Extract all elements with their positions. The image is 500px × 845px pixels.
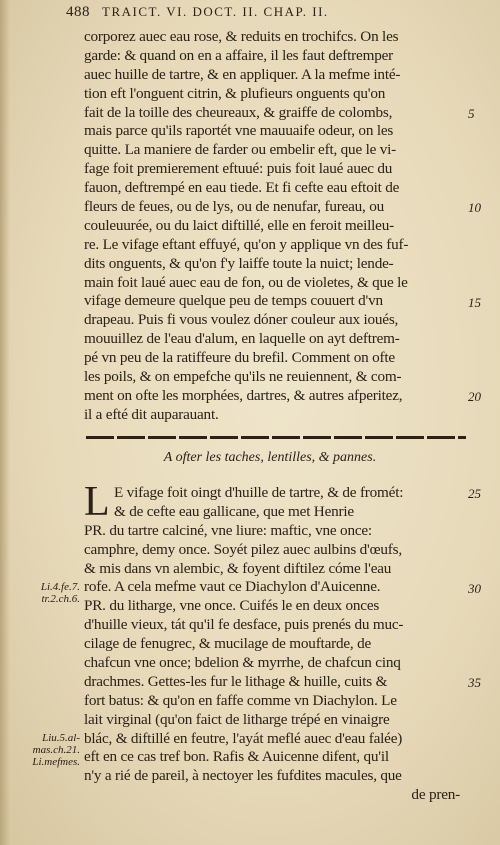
text-line: mais parce qu'ils raportét vne mauuaife odeur, on les: [84, 122, 394, 140]
text-line: corporez auec eau rose, & reduits en trochifcs. On les: [84, 28, 399, 45]
text-line: PR. du tartre calciné, vne liure: maftic, vne once:: [84, 521, 372, 539]
text-line: mouuillez de l'eau d'alum, en laquelle on ayt deftrem-: [84, 330, 400, 348]
text-line: fauon, deftrempé en eau tiede. Et fi cefte eau eftoit de: [84, 179, 400, 197]
text-line: garde: & quand on en a affaire, il les faut deftremper: [84, 46, 393, 64]
text-line: drapeau. Puis fi vous voulez dóner couleur aux ioués,: [84, 311, 399, 329]
text-line: chafcun vne once; bdelion & myrrhe, de chafcun cinq: [84, 654, 401, 672]
text-line: dits onguents, & qu'on f'y laiffe toute la nuict; lende-: [84, 254, 394, 272]
line-number: 30: [468, 580, 481, 596]
line-number: 15: [468, 294, 481, 310]
marginal-note: Li.4.fe.7. tr.2.ch.6.: [40, 580, 80, 605]
text-line: lait virginal (qu'on faict de litharge trépé en vinaigre: [84, 710, 390, 728]
ornamental-rule: [86, 436, 466, 439]
running-title: TRAICT. VI. DOCT. II. CHAP. II.: [102, 4, 329, 19]
line-number: 25: [468, 486, 481, 501]
line-number: 10: [468, 200, 481, 216]
text-line: vifage demeure quelque peu de temps couuert d'vn: [84, 292, 383, 310]
text-line: re. Le vifage eftant effuyé, qu'on y applique vn des fuf-: [84, 235, 409, 253]
text-block-lower: [84, 479, 460, 805]
text-line: couleuurée, ou du laict diftillé, elle en feroit meilleu-: [84, 216, 394, 234]
text-line: quitte. La maniere de farder ou embelir eft, que le vi-: [84, 141, 397, 159]
text-line: eft en ce cas tref bon. Rafis & Auicenne difent, qu'il: [84, 748, 389, 766]
text-line: fleurs de feues, ou de lys, ou de nenufar, fureau, ou: [84, 198, 385, 216]
text-line: blác, & diftillé en feutre, l'ayát meflé auec d'eau falée): [84, 729, 403, 747]
text-line: PR. du litharge, vne once. Cuifés le en deux onces: [84, 597, 380, 615]
text-line: fait de la toille des cheureaux, & graiffe de colombs,: [84, 103, 393, 121]
drop-capital: L: [84, 479, 110, 525]
text-line: camphre, demy once. Soyét pilez auec aulbins d'œufs,: [84, 540, 402, 558]
text-line: tion eft l'onguent citrin, & plufieurs onguents qu'on: [84, 84, 386, 102]
text-line: d'huille vieux, tát qu'il fe desface, puis prenés du muc-: [84, 616, 404, 634]
text-line: les poils, & on empefche qu'ils ne reuiennent, & com-: [84, 368, 402, 386]
text-line: rofe. A cela mefme vaut ce Diachylon d'Auicenne.: [84, 578, 381, 596]
text-line: ment on ofte les morphées, dartres, & autres afperitez,: [84, 386, 403, 404]
text-line: il a efté dit auparauant.: [84, 405, 219, 423]
section-subheading: A ofter les taches, lentilles, & pannes.: [163, 450, 377, 465]
text-line: & mis dans vn alembic, & foyent diftilez cóme l'eau: [84, 559, 392, 577]
running-header: [66, 4, 480, 24]
text-line: main foit laué auec eau de fon, ou de violetes, & que le: [84, 273, 408, 291]
text-line: drachmes. Gettes-les fur le lithage & huille, cuits &: [84, 672, 388, 690]
line-number: 35: [468, 675, 481, 690]
page-number: 488: [66, 4, 90, 20]
text-line: fage foit premierement eftuué: puis foit laué auec du: [84, 160, 393, 178]
marginal-note: Liu.5.al-mas.ch.21. Li.mefmes.: [32, 731, 80, 768]
text-line: cilage de fenugrec, & mucilage de mouftarde, de: [84, 635, 372, 653]
text-line: auec huille de tartre, & en appliquer. A la mefme inté-: [84, 65, 401, 83]
text-line: n'y a rié de pareil, à nectoyer les fufdites macules, que: [84, 767, 402, 785]
text-line: & de cefte eau gallicane, que met Henrie: [114, 502, 354, 520]
text-line: pé vn peu de la ratiffeure du brefil. Comment on ofte: [84, 349, 395, 367]
line-number: 20: [468, 389, 481, 405]
line-number: 5: [468, 105, 475, 121]
text-line: E vifage foit oingt d'huille de tartre, & de fromét:: [114, 484, 404, 501]
text-line: fort batus: & qu'on en faffe comme vn Diachylon. Le: [84, 691, 397, 709]
text-block-upper: [84, 28, 460, 425]
text-line: de pren-: [411, 786, 460, 804]
